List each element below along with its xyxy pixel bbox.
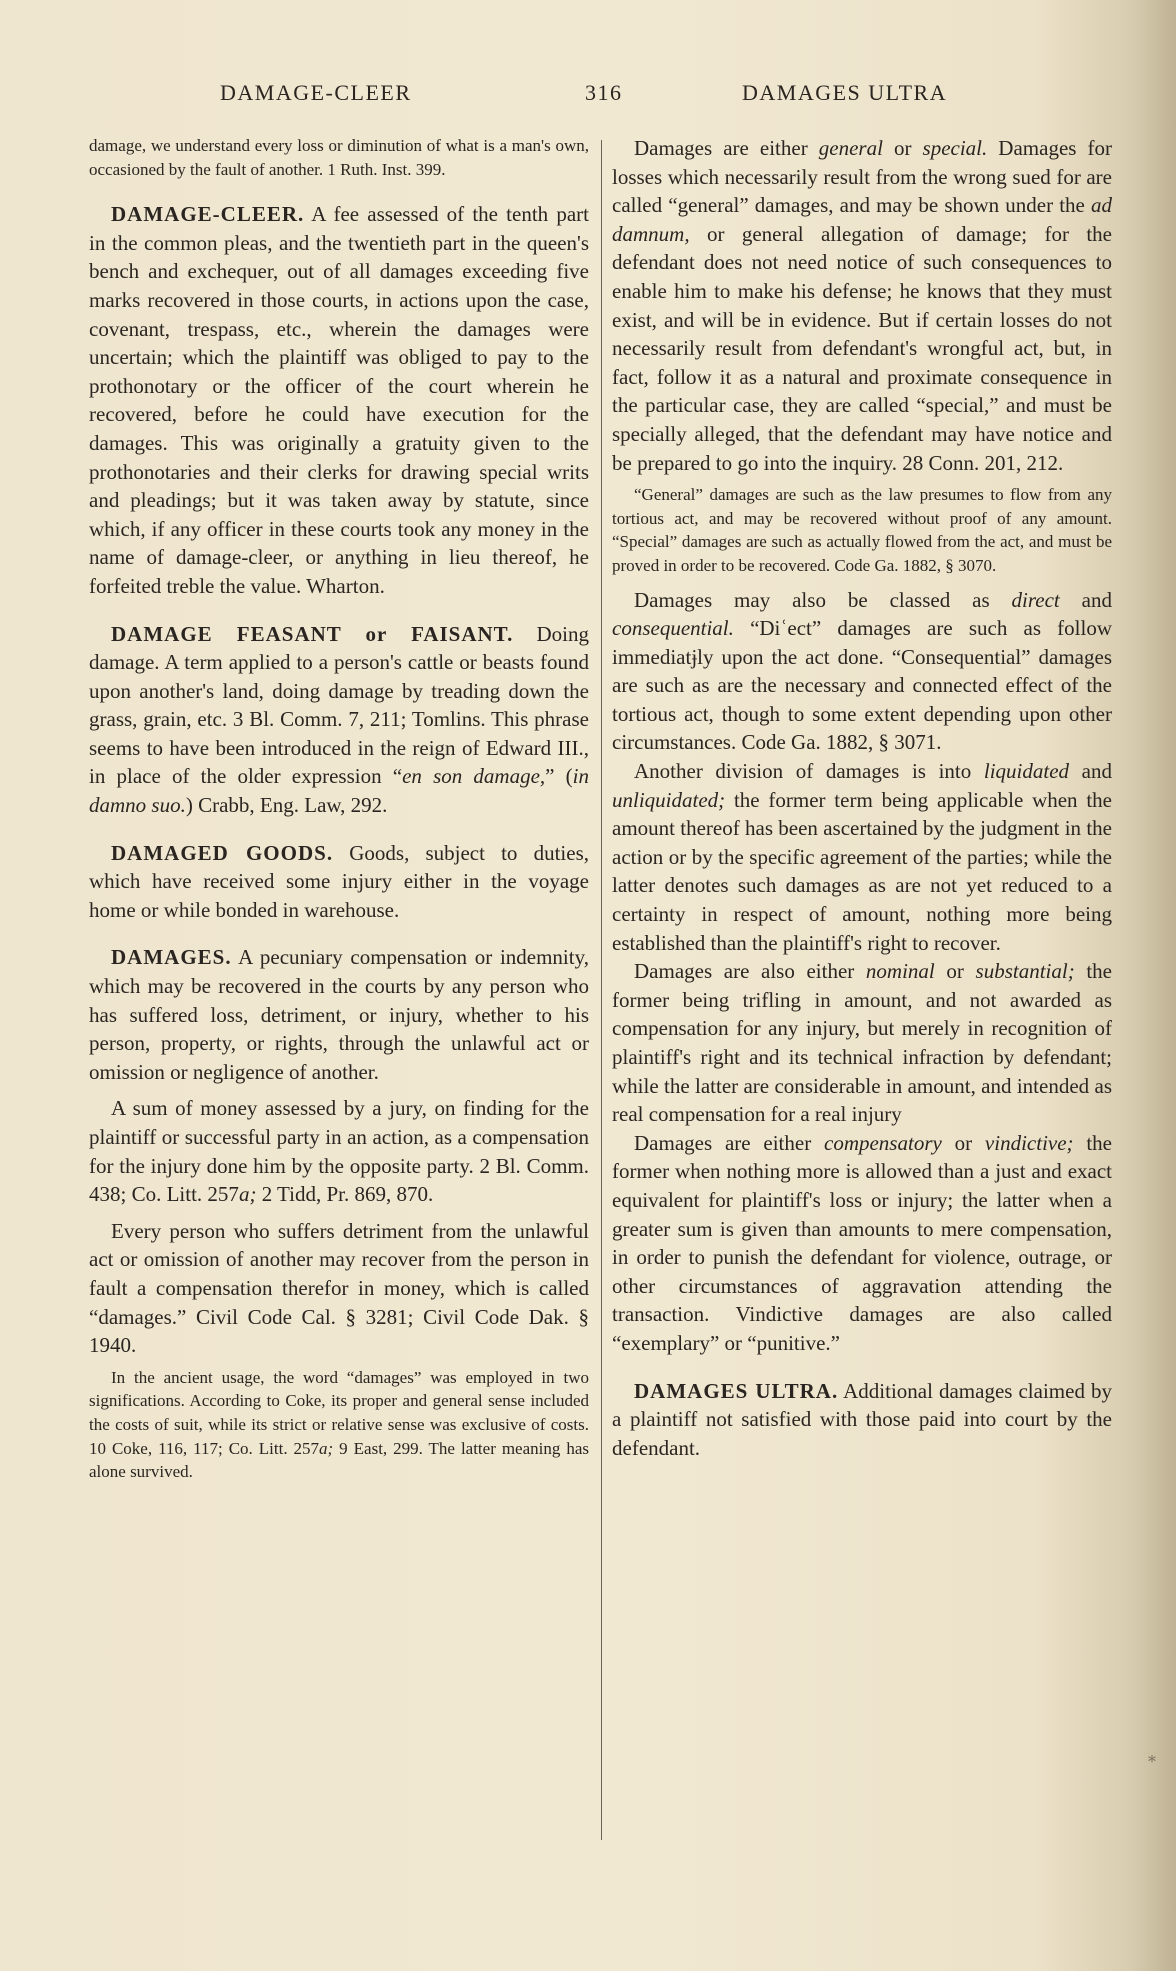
entry-damage-feasant [89,620,589,820]
italic-term: ad damnum, [612,193,1112,246]
italic-term: unliquidated; [612,787,726,812]
italic-term: vindictive; [984,1130,1074,1155]
entry-text: 2 Tidd, Pr. 869, 870. [256,1182,434,1207]
entry-text: Damages for losses which necessarily result from the wrong sued for are called “general” damages, and may be shown under the [612,136,1112,218]
italic-term: substantial; [975,959,1075,984]
general-special-paragraph [612,134,1112,477]
headword-damages-ultra: DAMAGES ULTRA. [634,1378,839,1403]
nominal-paragraph [612,957,1112,1129]
compensatory-paragraph [612,1129,1112,1358]
entry-text: Goods, subject to duties, which have received some injury either in the voyage home or while bonded in warehouse. [89,840,589,922]
italic-term: compensatory [824,1130,942,1155]
running-head-left: DAMAGE-CLEER [220,80,412,105]
running-head [90,80,990,114]
note-text: 9 East, 299. The latter meaning has alone survived. [89,1438,589,1482]
entry-text: or [941,1130,985,1155]
column-divider [601,140,602,1840]
headword-damages: DAMAGES. [111,945,232,970]
entry-text: A fee assessed of the tenth part in the common pleas, and the twentieth part in the queen's bench and exchequer, out of all damages exceeding five marks recovered in those courts, in actions upon the case, covenant, trespass, etc., wherein the damages were uncertain; which the plaintiff was obliged to pay to the prothonotary or the officer of the court wherein he recovered, before he could have execution for the damages. This was originally a gratuity given to the prothonotaries and their clerks for drawing special writs and pleadings; but it was taken away by statute, since which, if any officer in these courts took any money in the name of damage-cleer, or anything in lieu thereof, he forfeited treble the value. Wharton. [89,202,589,598]
italic-term: nominal [865,959,935,984]
headword-damage-feasant: DAMAGE FEASANT or FAISANT. [111,621,514,646]
entry-text: “Diʿect” damages are such as follow immediatɉly upon the act done. “Consequential” damages are such as are the necessary and connected effect of the tortious act, though to some extent depending upon other circumstances. Code Ga. 1882, § 3071. [612,616,1112,755]
headword-damage-cleer: DAMAGE-CLEER. [111,202,305,227]
running-head-right: DAMAGES ULTRA [742,80,948,105]
general-special-note: “General” damages are such as the law presumes to flow from any tortious act, and may be recovered without proof of any amount. “Special” damages are such as actually flowed from the act, and must be proved in order to be recovered. Code Ga. 1882, § 3070. [612,485,1112,575]
page-number: 316 [585,80,623,105]
italic-phrase: en son damage, [402,764,546,789]
entry-text: or [882,136,923,160]
entry-text: or [934,959,976,984]
entry-text: Damages are either [634,1130,824,1155]
damages-paragraph-2 [89,1094,589,1208]
entry-text: ) Crabb, Eng. Law, 292. [185,793,388,818]
entry-damages-ultra [612,1377,1112,1463]
note-text: In the ancient usage, the word “damages” was employed in two significations. According to Coke, its proper and general sense included the costs of suit, while its strict or relative sense was exclusive of costs. 10 Coke, 116, 117; Co. Litt. 257 [89,1367,589,1458]
entry-text: Damages are also either [634,959,866,984]
entry-text: Damages may also be classed as [634,587,1012,612]
margin-mark: * [1148,1752,1156,1771]
entry-text: and [1059,587,1112,612]
entry-damaged-goods [89,839,589,925]
damages-note [89,1366,589,1484]
entry-text: Additional damages claimed by a plaintiff not satisfied with those paid into court by the defendant. [612,1378,1112,1460]
left-column [89,134,589,1492]
damages-paragraph-3: Every person who suffers detriment from the unlawful act or omission of another may recover from the person in fault a compensation therefor in money, which is called “damages.” Civil Code Cal. § 3281; Civil Code Dak. § 1940. [89,1218,589,1358]
italic-phrase: a; [238,1182,257,1207]
italic-term: general [818,136,883,160]
entry-text: Doing damage. A term applied to a person's cattle or beasts found upon another's land, doing damage by treading down the grass, grain, etc. 3 Bl. Comm. 7, 211; Tomlins. This phrase seems to have been introduced in the reign of Edward III., in place of the older expression “ [89,621,589,789]
entry-text: the former being trifling in amount, and not awarded as compensation for any injury, but merely in recognition of plaintiff's right and its technical infraction by defendant; while the latter are considerable in amount, and intended as real compensation for a real injury [612,959,1113,1127]
headword-damaged-goods: DAMAGED GOODS. [111,840,334,865]
italic-term: special. [922,136,988,160]
liquidated-paragraph [612,757,1112,957]
entry-text: A pecuniary compensation or indemnity, which may be recovered in the courts by any person who has suffered loss, detriment, or injury, whether to his person, property, or rights, through the unlawful act or omission or negligence of another. [89,945,589,1084]
italic-term: direct [1011,587,1060,612]
italic-term: consequential. [612,616,734,641]
entry-text: or general allegation of damage; for the defendant does not need notice of such consequences to enable him to make his defense; he knows that they must exist, and will be in evidence. But if certain losses do not necessarily result from defendant's wrongful act, but, in fact, follow it as a natural and proximate consequence in the particular case, they are called “special,” and must be specially alleged, that the defendant may have notice and be prepared to go into the inquiry. 28 Conn. 201, 212. [612,221,1112,475]
entry-damage-cleer [89,200,589,600]
direct-consequential-paragraph [612,586,1112,758]
entry-text: the former term being applicable when the amount thereof has been ascertained by the judgment in the action or by the specific agreement of the parties; while the latter denotes such damages as are not yet reduced to a certainty in respect of amount, nothing more being established than the plaintiff's right to recover. [612,787,1112,955]
entry-damages [89,943,589,1086]
right-column [612,134,1112,1462]
entry-text: ” ( [545,764,573,789]
entry-text: A sum of money assessed by a jury, on finding for the plaintiff or successful party in an action, as a compensation for the injury done him by the opposite party. 2 Bl. Comm. 438; Co. Litt. 257 [89,1096,589,1207]
italic-term: liquidated [983,759,1070,784]
entry-text: Damages are either [634,136,819,160]
entry-text: Another division of damages is into [634,759,984,784]
italic-phrase: a; [319,1438,334,1458]
italic-phrase: in damno suo. [89,764,589,818]
entry-text: and [1069,759,1112,784]
intro-continuation: damage, we understand every loss or diminution of what is a man's own, occasioned by the fault of another. 1 Ruth. Inst. 399. [89,136,589,179]
entry-text: the former when nothing more is allowed than a just and exact equivalent for plaintiff's loss or injury; the latter when a greater sum is given than amounts to mere compensation, in order to punish the defendant for violence, outrage, or other circumstances of aggravation attending the transaction. Vindictive damages are also called “exemplary” or “punitive.” [612,1130,1113,1355]
